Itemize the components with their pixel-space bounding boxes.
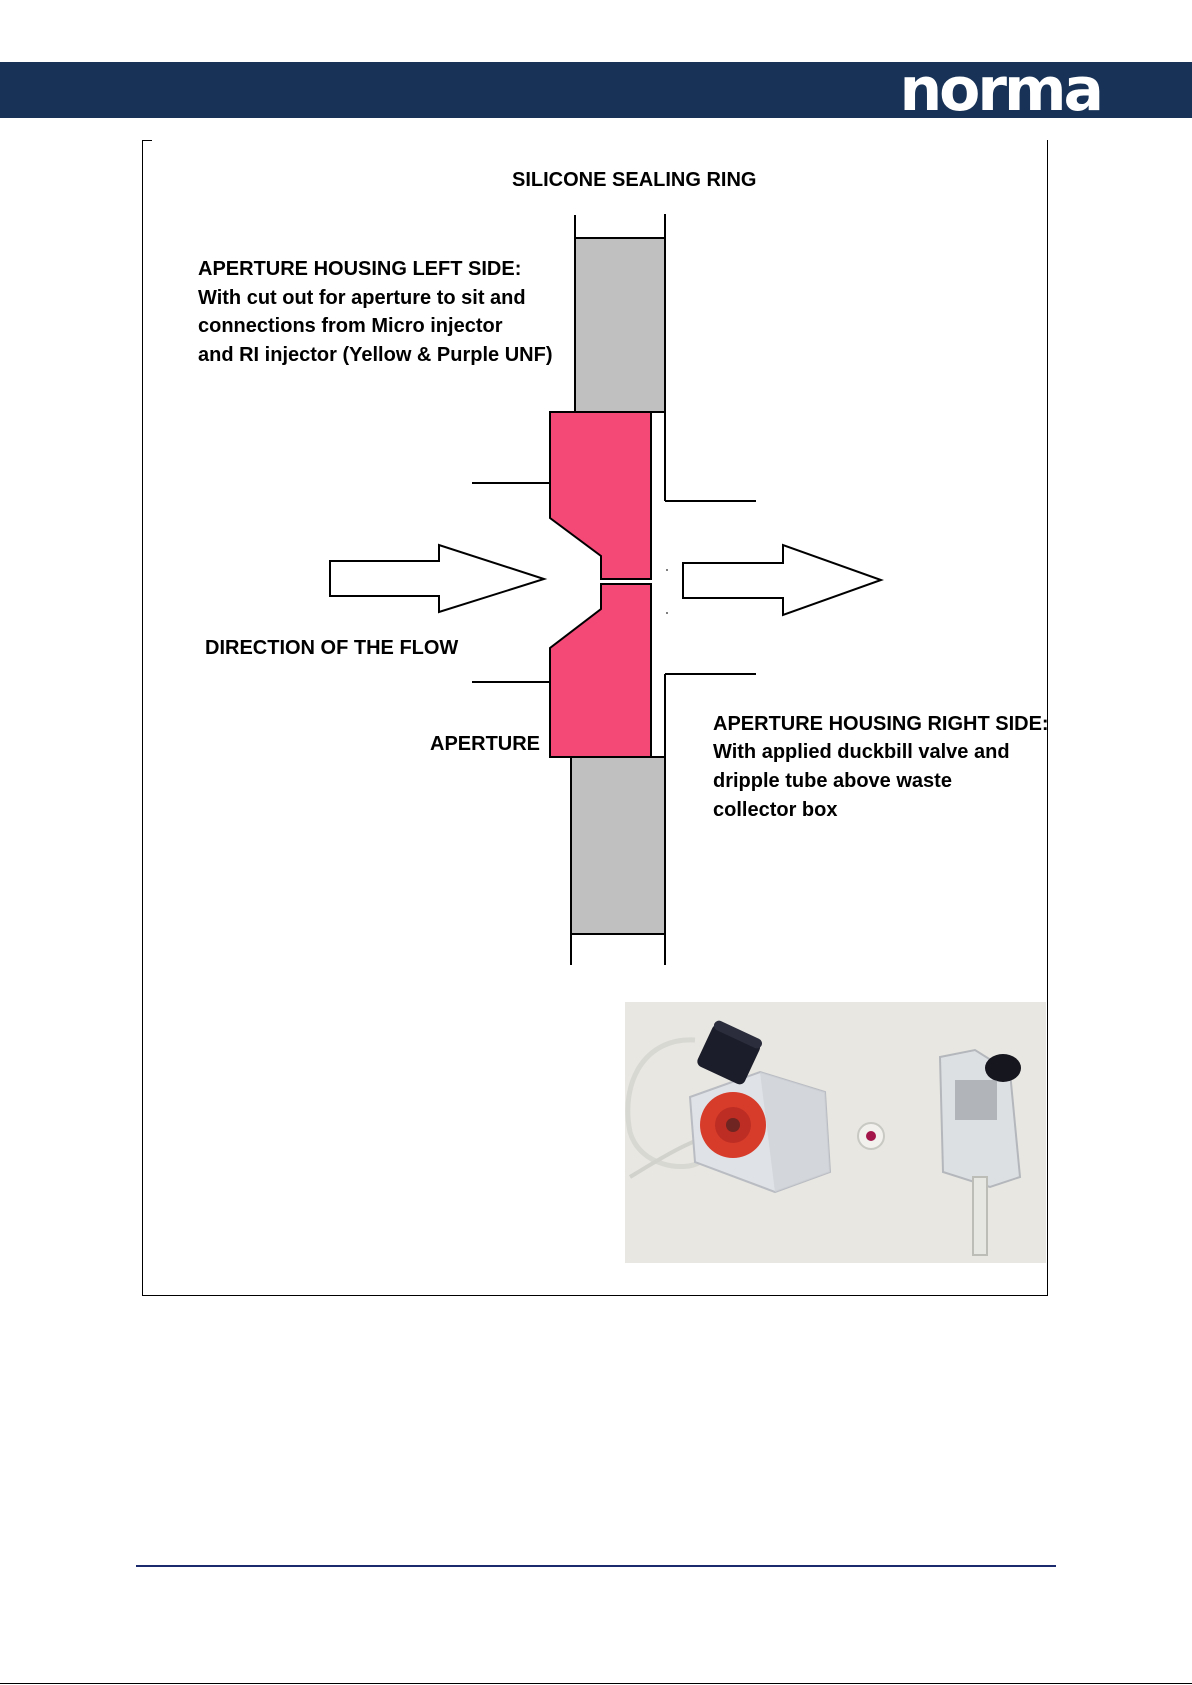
left-housing-line-3: and RI injector (Yellow & Purple UNF) <box>198 344 553 366</box>
right-housing-title: APERTURE HOUSING RIGHT SIDE: <box>713 713 1049 735</box>
aperture-housing-photo <box>625 1002 1046 1263</box>
flow-direction-label: DIRECTION OF THE FLOW <box>205 637 459 659</box>
flow-arrow-in <box>330 545 544 612</box>
right-housing-line-2: dripple tube above waste <box>713 770 952 792</box>
sealing-ring-lower <box>571 757 665 934</box>
dripple-tube <box>973 1177 987 1255</box>
sealing-ring-label: SILICONE SEALING RING <box>512 169 757 191</box>
right-housing-line-3: collector box <box>713 799 838 821</box>
aperture-label: APERTURE <box>430 733 541 755</box>
aperture-lower-half <box>550 584 651 757</box>
left-housing-title: APERTURE HOUSING LEFT SIDE: <box>198 258 522 280</box>
left-housing-line-1: With cut out for aperture to sit and <box>198 287 526 309</box>
flow-arrow-out <box>683 545 881 615</box>
left-housing-line-2: connections from Micro injector <box>198 315 503 337</box>
sealing-ring-upper <box>575 238 665 412</box>
photo-illustration <box>625 1002 1046 1263</box>
aperture-upper-half <box>550 412 651 579</box>
right-housing-line-1: With applied duckbill valve and <box>713 741 1010 763</box>
footer-rule <box>136 1565 1056 1567</box>
brand-logo: norma <box>899 55 1101 125</box>
page-bottom-edge <box>0 1683 1192 1684</box>
